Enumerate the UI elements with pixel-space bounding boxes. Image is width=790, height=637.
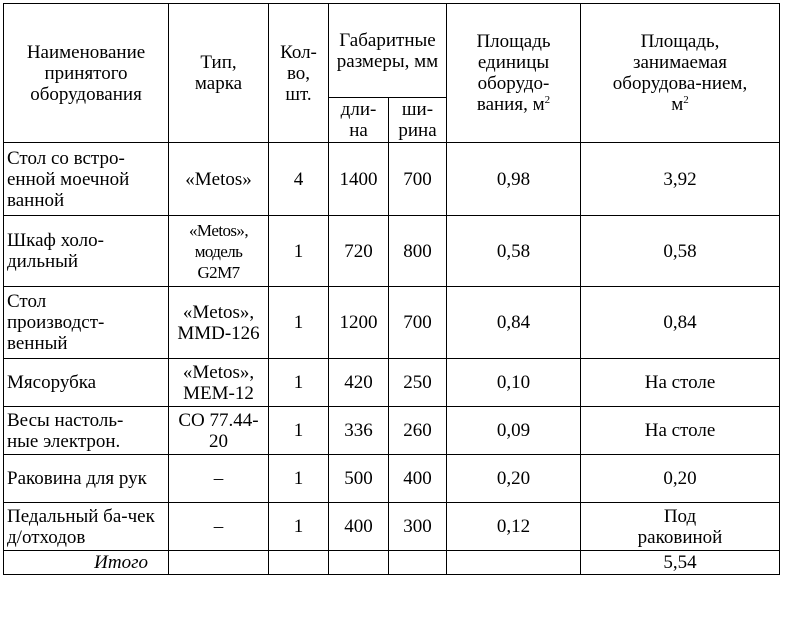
total-empty-cell (389, 551, 447, 575)
header-total-area-text (610, 31, 750, 115)
cell-length: 1400 (329, 143, 389, 216)
cell-name-text: Педальный ба-чек д/отходов (7, 505, 155, 548)
header-unit-area (447, 4, 581, 143)
table-row (4, 455, 780, 503)
total-row (4, 551, 780, 575)
cell-width: 300 (389, 503, 447, 551)
total-empty-cell (329, 551, 389, 575)
cell-total-area: 3,92 (581, 143, 780, 216)
cell-unit-area: 0,58 (447, 216, 581, 287)
header-unit-area-text (459, 31, 569, 115)
header-dims (329, 4, 447, 98)
cell-type (169, 287, 269, 359)
cell-qty: 4 (269, 143, 329, 216)
cell-name-text: Шкаф холо-дильный (7, 230, 104, 272)
cell-unit-area: 0,20 (447, 455, 581, 503)
cell-total-area: 0,58 (581, 216, 780, 287)
table-header (4, 4, 780, 143)
header-dims-text: Габаритные размеры, мм (336, 29, 439, 72)
cell-total-area: На столе (581, 407, 780, 455)
cell-qty: 1 (269, 455, 329, 503)
header-total-area-label: Площадь, занимаемая оборудова-нием, м (612, 31, 748, 115)
header-unit-area-sup: 2 (544, 94, 551, 106)
total-empty-cell (447, 551, 581, 575)
cell-name-text: Весы настоль-ные электрон. (7, 409, 124, 452)
cell-unit-area: 0,10 (447, 359, 581, 407)
cell-type (169, 216, 269, 287)
cell-width: 700 (389, 287, 447, 359)
cell-total-area: На столе (581, 359, 780, 407)
cell-name (4, 455, 169, 503)
cell-type-text: «Metos», MMD-126 (177, 301, 260, 344)
cell-name (4, 407, 169, 455)
cell-total-area (581, 503, 780, 551)
table-row (4, 287, 780, 359)
header-qty (269, 4, 329, 143)
header-name (4, 4, 169, 143)
cell-length: 720 (329, 216, 389, 287)
cell-type-text: CO 77.44-20 (178, 409, 259, 452)
table-row (4, 503, 780, 551)
cell-type (169, 407, 269, 455)
cell-qty: 1 (269, 503, 329, 551)
cell-name-text: Раковина для рук (7, 468, 147, 489)
cell-name: Стол со встро-енной моечной ванной (4, 143, 169, 216)
cell-width: 800 (389, 216, 447, 287)
equipment-table-container (3, 3, 780, 575)
cell-name-text: Стол производст-венный (7, 291, 105, 354)
cell-type: «Metos» (169, 143, 269, 216)
cell-total-area-text: Под раковиной (637, 505, 723, 548)
cell-width: 400 (389, 455, 447, 503)
header-total-area (581, 4, 780, 143)
cell-width: 250 (389, 359, 447, 407)
total-empty-cell (169, 551, 269, 575)
cell-width: 700 (389, 143, 447, 216)
table-row (4, 143, 780, 216)
cell-unit-area: 0,12 (447, 503, 581, 551)
total-label: Итого (4, 551, 169, 575)
header-qty-text: Кол-во, шт. (280, 41, 317, 105)
total-empty-cell (269, 551, 329, 575)
header-unit-area-label: Площадь единицы оборудо-вания, м (476, 31, 551, 115)
cell-total-area: 0,20 (581, 455, 780, 503)
equipment-table (3, 3, 780, 575)
cell-name: Мясорубка (4, 359, 169, 407)
cell-name (4, 287, 169, 359)
table-body (4, 143, 780, 575)
cell-width: 260 (389, 407, 447, 455)
cell-type: – (169, 503, 269, 551)
cell-qty: 1 (269, 216, 329, 287)
header-total-area-sup: 2 (683, 94, 689, 106)
cell-qty: 1 (269, 359, 329, 407)
cell-total-area: 0,84 (581, 287, 780, 359)
cell-name (4, 216, 169, 287)
header-width (389, 98, 447, 143)
cell-unit-area: 0,98 (447, 143, 581, 216)
header-width-text: ши-рина (398, 99, 437, 141)
cell-length: 400 (329, 503, 389, 551)
cell-length: 420 (329, 359, 389, 407)
header-type-text: Тип, марка (194, 52, 243, 94)
cell-unit-area: 0,09 (447, 407, 581, 455)
header-name-text: Наименование принятого оборудования (26, 41, 146, 105)
cell-name (4, 503, 169, 551)
cell-qty: 1 (269, 407, 329, 455)
table-row (4, 407, 780, 455)
cell-qty: 1 (269, 287, 329, 359)
cell-type (169, 359, 269, 407)
header-length-text: дли-на (340, 99, 377, 141)
cell-type-text: «Metos», MEM-12 (182, 361, 255, 404)
header-length (329, 98, 389, 143)
table-row (4, 359, 780, 407)
cell-length: 336 (329, 407, 389, 455)
table-row (4, 216, 780, 287)
cell-type-text: «Metos», модель G2M7 (189, 220, 248, 282)
cell-unit-area: 0,84 (447, 287, 581, 359)
header-type (169, 4, 269, 143)
cell-type: – (169, 455, 269, 503)
cell-length: 1200 (329, 287, 389, 359)
cell-length: 500 (329, 455, 389, 503)
total-value: 5,54 (581, 551, 780, 575)
